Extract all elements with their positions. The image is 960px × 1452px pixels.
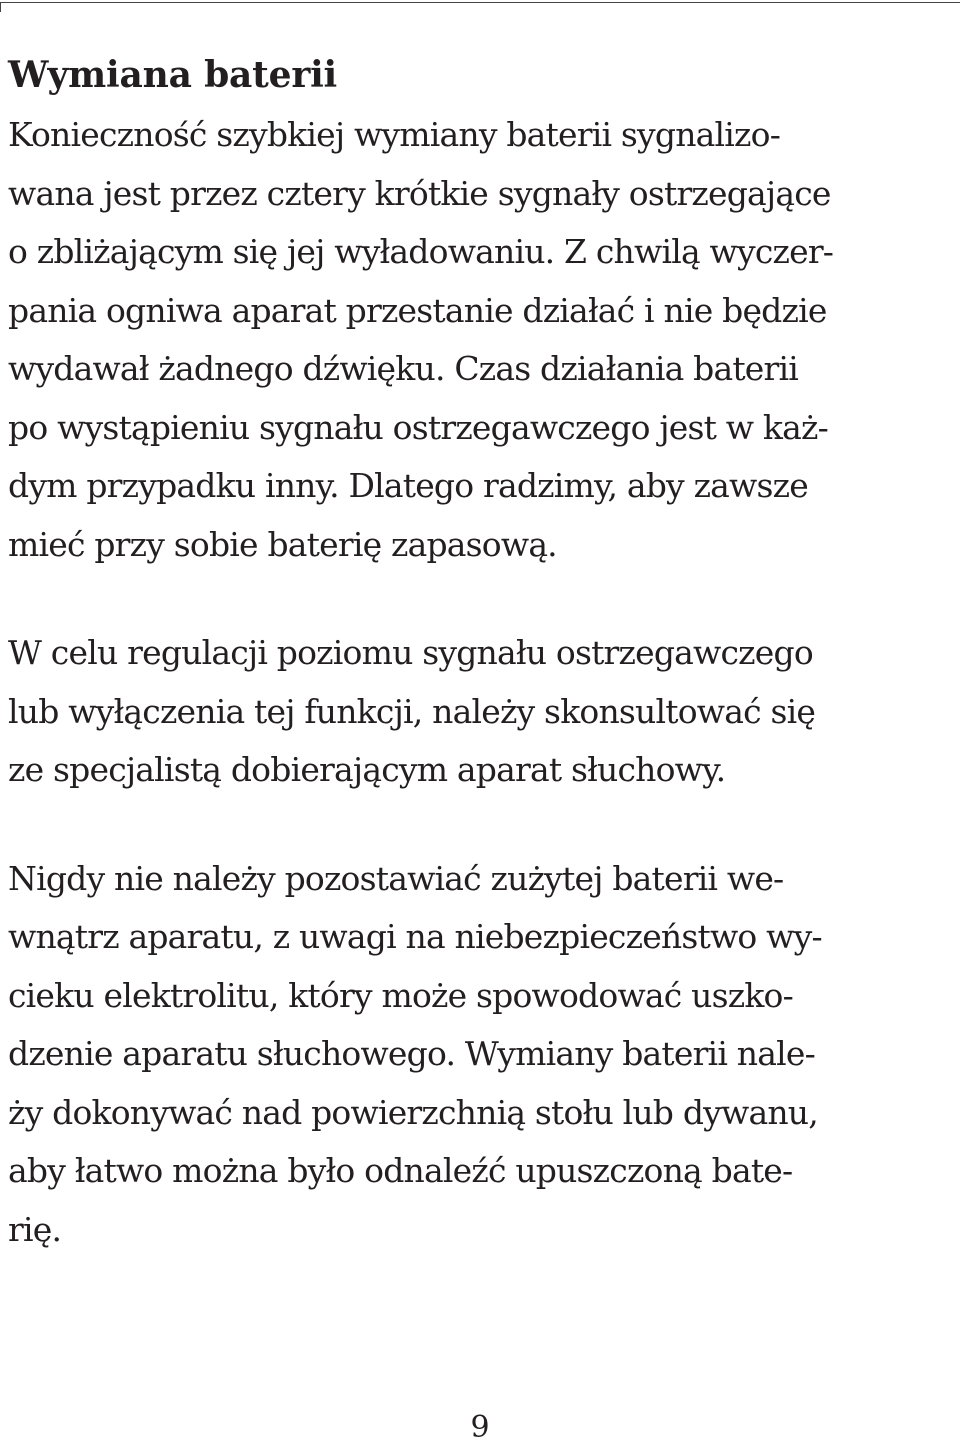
page-number: 9: [470, 1410, 490, 1445]
text-line: dzenie aparatu słuchowego. Wymiany baterii nale-: [8, 1034, 815, 1073]
text-line: cieku elektrolitu, który może spowodować uszko-: [8, 975, 793, 1015]
text-line: pania ogniwa aparat przestanie działać i nie będzie: [8, 290, 827, 330]
page-content: [8, 46, 956, 1259]
text-line: dym przypadku inny. Dlatego radzimy, aby zawsze: [8, 466, 808, 505]
text-line: Konieczność szybkiej wymiany baterii sygnalizo-: [8, 115, 781, 154]
top-rule: [0, 2, 960, 3]
text-line: po wystąpieniu sygnału ostrzegawczego jest w każ-: [8, 407, 828, 447]
text-line: lub wyłączenia tej funkcji, należy skonsultować się: [8, 691, 816, 731]
text-line: Nigdy nie należy pozostawiać zużytej baterii we-: [8, 858, 784, 898]
paragraph-battery-disposal: [8, 850, 956, 1260]
text-line: wana jest przez cztery krótkie sygnały ostrzegające: [8, 173, 831, 213]
text-line: ży dokonywać nad powierzchnią stołu lub dywanu,: [8, 1092, 818, 1132]
section-heading: Wymiana baterii: [8, 54, 338, 96]
text-line: ze specjalistą dobierającym aparat słuchowy.: [8, 750, 726, 789]
text-line: rię.: [8, 1209, 62, 1249]
paragraph-signal-adjustment: [8, 624, 956, 800]
text-line: mieć przy sobie baterię zapasową.: [8, 524, 557, 564]
text-line: W celu regulacji poziomu sygnału ostrzegawczego: [8, 633, 813, 672]
top-corner-mark: [0, 2, 1, 12]
text-line: wydawał żadnego dźwięku. Czas działania baterii: [8, 349, 799, 388]
text-line: aby łatwo można było odnaleźć upuszczoną bate-: [8, 1151, 793, 1190]
text-line: o zbliżającym się jej wyładowaniu. Z chwilą wyczer-: [8, 232, 834, 271]
text-line: wnątrz aparatu, z uwagi na niebezpieczeństwo wy-: [8, 917, 822, 956]
paragraph-battery-warning: [8, 106, 956, 574]
